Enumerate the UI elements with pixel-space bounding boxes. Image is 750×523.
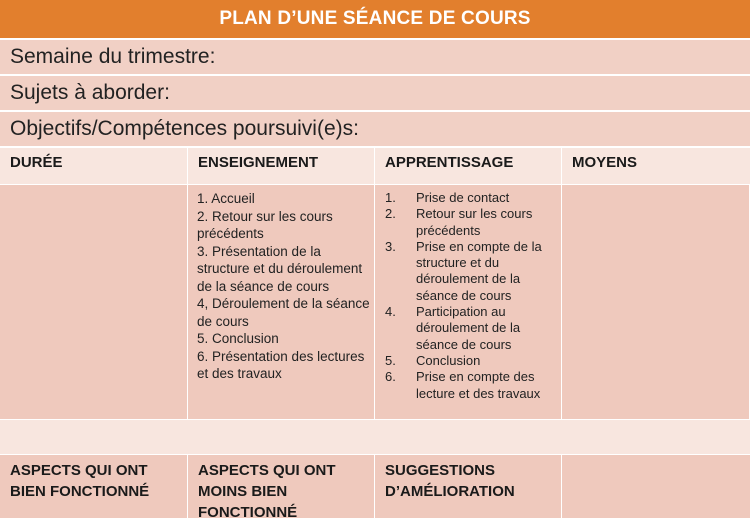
header-enseignement: ENSEIGNEMENT — [188, 148, 375, 184]
teaching-item: 5. Conclusion — [197, 331, 279, 346]
learning-list — [375, 185, 561, 402]
learning-item-text: Prise de contact — [416, 190, 510, 205]
learning-item-number: 6. — [385, 369, 396, 385]
objectives-row: Objectifs/Compétences poursuivi(e)s: — [0, 112, 750, 147]
footer-empty-cell — [562, 455, 750, 518]
moyens-cell — [562, 185, 750, 419]
learning-item-number: 2. — [385, 206, 396, 222]
teaching-item: 1. Accueil — [197, 191, 255, 206]
suggestions-heading: SUGGESTIONS D’AMÉLIORATION — [375, 455, 562, 518]
learning-item-text: Conclusion — [416, 352, 481, 368]
learning-item — [375, 369, 557, 402]
learning-item-text: Prise en compte de la structure et du déroulement de la séance de cours — [416, 238, 542, 303]
table-header — [0, 148, 750, 184]
week-row: Semaine du trimestre: — [0, 40, 750, 75]
learning-item — [375, 304, 557, 353]
teaching-item: 6. Présentation des lectures et des travaux — [197, 348, 365, 381]
learning-item — [375, 353, 557, 369]
apprentissage-cell — [375, 185, 562, 419]
enseignement-cell — [188, 185, 375, 419]
learning-item-number: 1. — [385, 190, 396, 205]
topics-row: Sujets à aborder: — [0, 76, 750, 111]
duree-cell — [0, 185, 188, 419]
worked-well-heading: ASPECTS QUI ONT BIEN FONCTIONNÉ — [0, 455, 188, 518]
learning-item-text: Prise en compte des lecture et des travaux — [416, 369, 541, 401]
table-body-row — [0, 185, 750, 419]
learning-item-number: 5. — [385, 352, 396, 368]
learning-item — [375, 190, 557, 206]
teaching-item: 3. Présentation de la structure et du déroulement de la séance de cours — [197, 243, 363, 294]
teaching-item: 4, Déroulement de la séance de cours — [197, 296, 370, 329]
header-apprentissage: APPRENTISSAGE — [375, 148, 562, 184]
evaluation-row — [0, 455, 750, 521]
learning-item-number: 3. — [385, 238, 396, 254]
header-moyens: MOYENS — [572, 154, 638, 171]
page-title: PLAN D’UNE SÉANCE DE COURS — [0, 0, 750, 38]
spacer-row — [0, 420, 750, 454]
header-duree: DURÉE — [0, 148, 188, 184]
learning-item — [375, 206, 557, 239]
learning-item-text: Retour sur les cours précédents — [416, 206, 533, 238]
learning-item-text: Participation au déroulement de la séance de cours — [416, 304, 521, 352]
teaching-item: 2. Retour sur les cours précédents — [197, 208, 333, 241]
teaching-list — [188, 185, 374, 383]
learning-item — [375, 239, 557, 304]
worked-less-heading: ASPECTS QUI ONT MOINS BIEN FONCTIONNÉ — [188, 455, 375, 518]
learning-item-number: 4. — [385, 304, 396, 320]
